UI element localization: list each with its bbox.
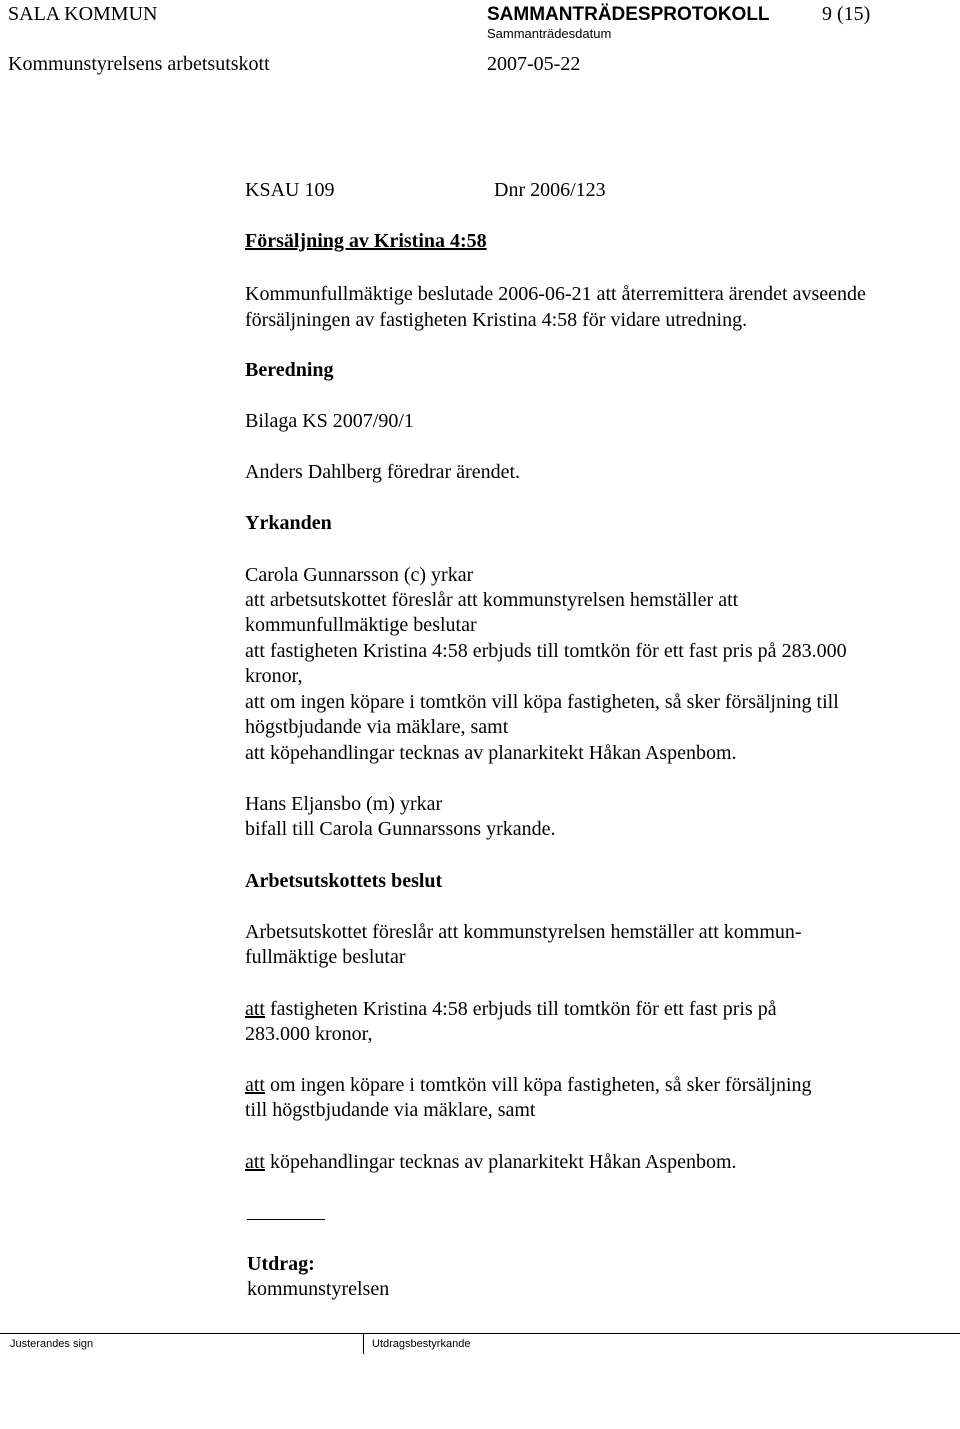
yrkande-line: att fastigheten Kristina 4:58 erbjuds till tomtkön för ett fast pris på 283.000: [245, 640, 847, 662]
yrkande-line: kronor,: [245, 665, 303, 687]
attachment-reference: Bilaga KS 2007/90/1: [245, 410, 414, 432]
att-marker: att: [245, 998, 265, 1020]
utdrag-recipient: kommunstyrelsen: [247, 1278, 390, 1300]
intro-line: försäljningen av fastigheten Kristina 4:58 för vidare utredning.: [245, 309, 748, 331]
meeting-date: 2007-05-22: [487, 53, 581, 75]
signature-box-label: Justerandes sign: [10, 1338, 94, 1350]
page-number: 9 (15): [822, 3, 871, 25]
beslut-point-text: om ingen köpare i tomtkön vill köpa fastigheten, så sker försäljning: [265, 1074, 812, 1096]
second-yrkande-line: bifall till Carola Gunnarssons yrkande.: [245, 818, 556, 840]
yrkanden-heading: Yrkanden: [245, 512, 332, 534]
intro-line: Kommunfullmäktige beslutade 2006-06-21 att återremittera ärendet avseende: [245, 283, 866, 305]
beslut-point-text: köpehandlingar tecknas av planarkitekt Håkan Aspenbom.: [265, 1151, 737, 1173]
utdrag-label: Utdrag:: [247, 1253, 315, 1275]
beslut-point: [245, 1149, 737, 1175]
beslut-point: [245, 1072, 812, 1098]
beslut-intro-line: Arbetsutskottet föreslår att kommunstyrelsen hemställer att kommun-: [245, 921, 802, 943]
yrkande-line: högstbjudande via mäklare, samt: [245, 716, 509, 738]
beredning-heading: Beredning: [245, 359, 334, 381]
case-dnr: Dnr 2006/123: [494, 179, 606, 201]
committee-name: Kommunstyrelsens arbetsutskott: [8, 53, 270, 75]
yrkande-line: att om ingen köpare i tomtkön vill köpa fastigheten, så sker försäljning till: [245, 691, 839, 713]
certification-box-label: Utdragsbestyrkande: [372, 1338, 471, 1350]
document-type: SAMMANTRÄDESPROTOKOLL: [487, 4, 770, 25]
footer-top-rule: [0, 1333, 960, 1334]
beslut-point-text: fastigheten Kristina 4:58 erbjuds till tomtkön för ett fast pris på: [265, 998, 777, 1020]
beslut-heading: Arbetsutskottets beslut: [245, 870, 443, 892]
meeting-date-label: Sammanträdesdatum: [487, 26, 612, 41]
beslut-point-continuation: 283.000 kronor,: [245, 1023, 373, 1045]
second-yrkande-line: Hans Eljansbo (m) yrkar: [245, 793, 443, 815]
yrkande-line: kommunfullmäktige beslutar: [245, 614, 477, 636]
municipality-name: SALA KOMMUN: [8, 3, 158, 25]
case-number: KSAU 109: [245, 179, 335, 201]
yrkande-line: att arbetsutskottet föreslår att kommunstyrelsen hemställer att: [245, 589, 739, 611]
case-title: Försäljning av Kristina 4:58: [245, 230, 487, 252]
separator-line: [247, 1219, 325, 1220]
beslut-intro-line: fullmäktige beslutar: [245, 946, 406, 968]
beslut-point-continuation: till högstbjudande via mäklare, samt: [245, 1099, 536, 1121]
att-marker: att: [245, 1151, 265, 1173]
att-marker: att: [245, 1074, 265, 1096]
yrkande-line: att köpehandlingar tecknas av planarkitekt Håkan Aspenbom.: [245, 742, 737, 764]
beslut-point: [245, 996, 777, 1022]
yrkande-line: Carola Gunnarsson (c) yrkar: [245, 564, 474, 586]
presenter-line: Anders Dahlberg föredrar ärendet.: [245, 461, 521, 483]
footer-divider: [363, 1334, 364, 1354]
